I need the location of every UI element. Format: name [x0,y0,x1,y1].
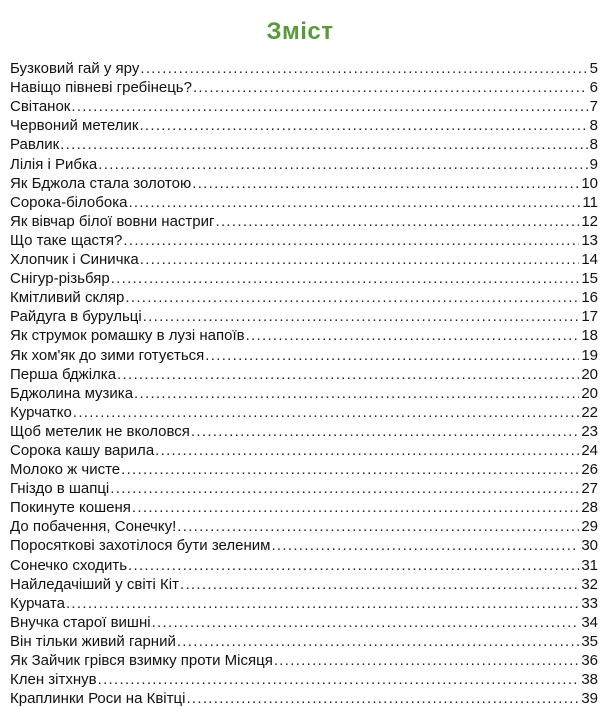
toc-entry [10,268,598,287]
toc-entry [10,478,598,497]
toc-entry-title: Як струмок ромашку в лузі напоїв [10,327,245,345]
toc-entry-page-number: 7 [589,98,598,116]
dot-leader [128,194,580,211]
toc-entry-page-number: 12 [581,212,598,230]
toc-entry-title: Курчатко [10,403,72,421]
dot-leader [143,308,580,325]
dot-leader [205,347,579,364]
dot-leader [139,117,587,134]
toc-entry-page-number: 10 [581,174,598,192]
toc-entry-title: Клен зітхнув [10,671,97,689]
toc-entry [10,497,598,516]
toc-entry [10,115,598,134]
toc-entry-title: Курчата [10,594,65,612]
toc-entry-page-number: 14 [581,251,598,269]
toc-entry-title: Бузковий гай у яру [10,60,140,78]
toc-entry-page-number: 8 [589,117,598,135]
toc-entry-title: Гніздо в шапці [10,480,110,498]
toc-entry [10,650,598,669]
dot-leader [111,270,580,287]
toc-entry-title: Він тільки живий гарний [10,632,176,650]
toc-entry [10,669,598,688]
toc-entry-title: Покинуте кошеня [10,499,131,517]
toc-entry-page-number: 29 [581,518,598,536]
toc-entry-page-number: 16 [581,289,598,307]
toc-entry-page-number: 11 [582,193,598,211]
dot-leader [98,671,580,688]
toc-entry-title: Що таке щастя? [10,231,123,249]
toc-entry [10,192,598,211]
toc-entry-title: Як Бджола стала золотою [10,174,192,192]
toc-entry-page-number: 8 [589,136,598,154]
toc-entry-page-number: 5 [589,60,598,78]
dot-leader [180,576,579,593]
toc-entry-title: До побачення, Сонечку! [10,518,177,536]
toc-entry-title: Як хом'як до зими готується [10,346,205,364]
dot-leader [121,461,579,478]
toc-entry-page-number: 18 [581,327,598,345]
dot-leader [140,60,587,77]
toc-entry [10,516,598,535]
toc-entry-page-number: 31 [581,556,598,574]
toc-entry-page-number: 26 [581,461,598,479]
dot-leader [125,289,579,306]
dot-leader [73,404,579,421]
toc-entry-title: Молоко ж чисте [10,461,121,479]
toc-entry-title: Снігур-різьбяр [10,270,110,288]
toc-entry-title: Найледачіший у світі Кіт [10,575,179,593]
toc-entry-page-number: 38 [581,671,598,689]
toc-entry-page-number: 27 [581,480,598,498]
toc-entry-title: Червоний метелик [10,117,139,135]
toc-entry-title: Щоб метелик не вколовся [10,422,190,440]
toc-entry-title: Поросяткові захотілося бути зеленим [10,537,271,555]
dot-leader [140,251,580,268]
toc-entry [10,459,598,478]
toc-entry-page-number: 20 [581,384,598,402]
dot-leader [193,79,588,96]
dot-leader [177,518,579,535]
dot-leader [117,366,579,383]
toc-entry-title: Сонечко сходить [10,556,128,574]
toc-entry-page-number: 22 [581,403,598,421]
dot-leader [71,98,587,115]
toc-entry [10,306,598,325]
toc-entry [10,249,598,268]
toc-entry-title: Бджолина музика [10,384,134,402]
toc-entry-title: Сорока-білобока [10,193,128,211]
table-of-contents [10,58,598,707]
dot-leader [186,690,579,707]
toc-entry [10,134,598,153]
toc-entry-title: Світанок [10,98,71,116]
toc-entry [10,402,598,421]
toc-entry-title: Навіщо півневі гребінець? [10,79,192,97]
toc-entry-page-number: 13 [581,231,598,249]
toc-entry [10,325,598,344]
toc-entry-page-number: 34 [581,613,598,631]
toc-entry-title: Внучка старої вишні [10,613,151,631]
toc-entry-title: Кмітливий скляр [10,289,125,307]
toc-entry-title: Як Зайчик грівся взимку проти Місяця [10,652,273,669]
dot-leader [128,557,579,574]
toc-entry-page-number: 32 [581,575,598,593]
toc-entry-page-number: 33 [581,594,598,612]
dot-leader [134,385,579,402]
dot-leader [215,213,579,230]
toc-entry-page-number: 19 [581,346,598,364]
toc-entry [10,153,598,172]
dot-leader [123,232,579,249]
toc-entry-title: Перша бджілка [10,365,117,383]
toc-entry [10,631,598,650]
dot-leader [274,652,579,669]
toc-entry [10,173,598,192]
toc-entry [10,96,598,115]
toc-entry [10,440,598,459]
toc-entry-page-number: 39 [581,690,598,707]
toc-entry-page-number: 36 [581,652,598,669]
dot-leader [98,156,587,173]
toc-entry-title: Сорока кашу варила [10,441,155,459]
toc-entry-title: Хлопчик і Синичка [10,251,139,269]
toc-entry [10,535,598,554]
toc-entry-page-number: 15 [581,270,598,288]
dot-leader [132,499,579,516]
dot-leader [191,423,579,440]
toc-entry-page-number: 20 [581,365,598,383]
toc-entry [10,211,598,230]
toc-entry [10,593,598,612]
toc-entry-page-number: 28 [581,499,598,517]
toc-entry [10,364,598,383]
dot-leader [271,537,579,554]
toc-entry-page-number: 35 [581,632,598,650]
toc-entry [10,287,598,306]
dot-leader [60,136,587,153]
toc-entry [10,421,598,440]
toc-entry [10,574,598,593]
toc-entry-title: Краплинки Роси на Квітці [10,690,186,707]
toc-entry [10,554,598,573]
dot-leader [152,614,580,631]
toc-entry-title: Райдуга в бурульці [10,308,142,326]
toc-entry [10,612,598,631]
toc-entry-title: Равлик [10,136,60,154]
dot-leader [192,175,579,192]
dot-leader [155,442,579,459]
dot-leader [110,480,579,497]
toc-entry [10,688,598,707]
dot-leader [66,595,579,612]
dot-leader [246,327,580,344]
toc-entry [10,383,598,402]
toc-entry [10,230,598,249]
toc-entry-page-number: 17 [581,308,598,326]
toc-entry-page-number: 9 [589,155,598,173]
page-title: Зміст [266,18,334,46]
dot-leader [177,633,579,650]
toc-entry-title: Лілія і Рибка [10,155,98,173]
toc-entry-page-number: 30 [581,537,598,555]
toc-entry-title: Як вівчар білої вовни настриг [10,212,215,230]
toc-entry-page-number: 24 [581,441,598,459]
toc-entry [10,77,598,96]
toc-entry [10,344,598,363]
toc-entry-page-number: 6 [589,79,598,97]
toc-entry-page-number: 23 [581,422,598,440]
toc-entry [10,58,598,77]
